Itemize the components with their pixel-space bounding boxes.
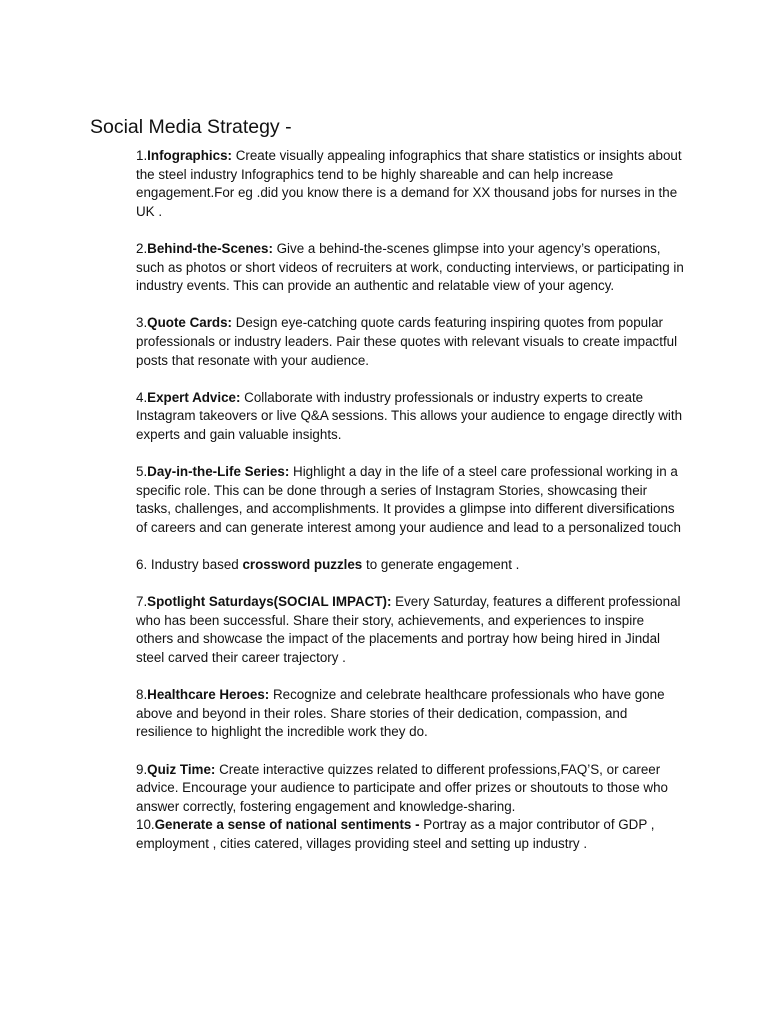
list-item (136, 761, 684, 817)
document-title: Social Media Strategy - (90, 116, 292, 138)
item-number: 2. (136, 240, 148, 256)
item-heading: Quote Cards: (147, 315, 232, 331)
item-heading: crossword puzzles (242, 557, 363, 573)
list-item (136, 463, 684, 537)
list-item (136, 556, 684, 575)
item-text: Create visually appealing infographics that share statistics or insights about the steel industry Infographics tend to be highly shareable and can help increase engagement.For eg .did you know there is a demand for XX thousand jobs for nurses in the UK . (136, 148, 682, 219)
item-number: 7. (136, 594, 148, 610)
item-heading: Spotlight Saturdays(SOCIAL IMPACT): (147, 594, 392, 610)
list-item (136, 389, 684, 445)
item-text: Collaborate with industry professionals or industry experts to create Instagram takeovers or live Q&A sessions. This allows your audience to engage directly with experts and gain valuable insights. (136, 389, 683, 442)
item-heading: Expert Advice: (147, 389, 241, 405)
list-item (136, 314, 684, 370)
item-heading: Day-in-the-Life Series: (147, 464, 290, 480)
list-item (136, 593, 684, 667)
item-text: Recognize and celebrate healthcare professionals who have gone above and beyond in their roles. Share stories of their dedication, compassion, and resilience to highlight the incredible work they do. (136, 687, 665, 740)
item-text: Every Saturday, features a different professional who has been successful. Share their story, achievements, and experiences to inspire others and showcase the impact of the placements and portray how being hired in Jindal steel carved their career trajectory . (136, 594, 681, 666)
item-text: Portray as a major contributor of GDP , employment , cities catered, villages providing steel and setting up industry . (136, 817, 655, 851)
item-number: 10. (136, 817, 155, 833)
item-text: Give a behind-the-scenes glimpse into your agency’s operations, such as photos or short videos of recruiters at work, conducting interviews, or participating in industry events. This can provide an authentic and relatable view of your agency. (136, 240, 684, 294)
item-number: 4. (136, 389, 148, 405)
list-item (136, 240, 684, 296)
item-heading: Quiz Time: (147, 761, 216, 777)
item-heading: Infographics: (147, 148, 232, 163)
strategy-list (136, 147, 684, 854)
list-item (136, 816, 684, 853)
list-item (136, 686, 684, 742)
item-number: 6. (136, 557, 148, 573)
item-text: Highlight a day in the life of a steel care professional working in a specific role. This can be done through a series of Instagram Stories, showcasing their tasks, challenges, and accomplishments. It provides a glimpse into different diversifications of careers and can generate interest among your audience and lead to a personalized touch (136, 464, 681, 535)
item-text: Design eye-catching quote cards featuring inspiring quotes from popular professionals or industry leaders. Pair these quotes with relevant visuals to create impactful posts that resonate with your audience. (136, 315, 678, 368)
item-number: 1. (136, 148, 148, 163)
item-number: 9. (136, 761, 148, 777)
item-number: 5. (136, 464, 148, 480)
item-number: 3. (136, 315, 148, 331)
item-heading: Healthcare Heroes: (147, 687, 270, 703)
item-number: 8. (136, 687, 148, 703)
item-heading: Behind-the-Scenes: (147, 240, 273, 256)
item-text: to generate engagement . (362, 557, 520, 573)
item-heading: Generate a sense of national sentiments - (154, 817, 420, 833)
item-text: Create interactive quizzes related to different professions,FAQ’S, or career advice. Encourage your audience to participate and offer prizes or shoutouts to those who answer correctly, fostering engagement and knowledge-sharing. (136, 761, 668, 814)
item-pre-text: Industry based (147, 557, 243, 573)
list-item (136, 147, 684, 221)
